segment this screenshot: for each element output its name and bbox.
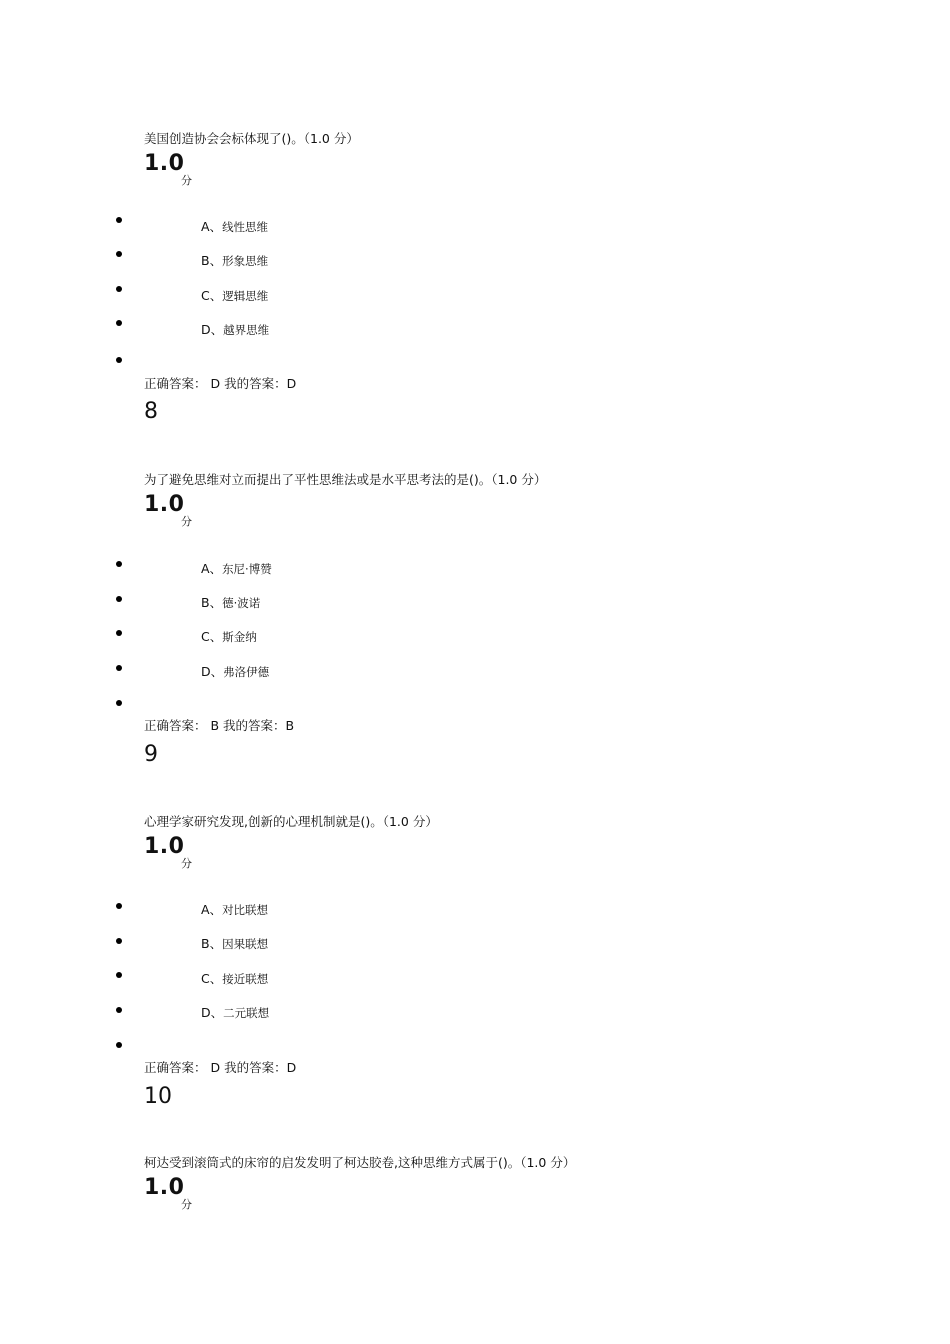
option-b[interactable] [201, 253, 268, 269]
option-letter: A、 [201, 561, 223, 576]
option-letter: B、 [201, 253, 223, 268]
score-unit: 分 [181, 857, 192, 870]
option-letter: D、 [201, 1005, 224, 1020]
option-text: 形象思维 [222, 254, 269, 268]
option-d[interactable] [201, 322, 269, 338]
question-text: 为了避免思维对立而提出了平性思维法或是水平思考法的是()。（1.0 分） [144, 472, 547, 487]
score-unit: 分 [181, 515, 192, 528]
question-score: 1.0 [144, 151, 185, 176]
bullet-icon [116, 903, 122, 909]
bullet-icon [116, 286, 122, 292]
question-number: 8 [144, 399, 158, 424]
bullet-icon [116, 596, 122, 602]
option-letter: C、 [201, 971, 223, 986]
option-text: 因果联想 [222, 937, 269, 951]
option-text: 接近联想 [222, 972, 269, 986]
bullet-icon [116, 357, 122, 363]
option-text: 德·波诺 [222, 596, 261, 610]
score-unit: 分 [181, 1198, 192, 1211]
option-text: 逻辑思维 [222, 289, 269, 303]
bullet-icon [116, 938, 122, 944]
question-score: 1.0 [144, 1175, 185, 1200]
option-letter: D、 [201, 322, 224, 337]
answer-line: 正确答案： D 我的答案：D [144, 1060, 297, 1075]
option-c[interactable] [201, 629, 257, 645]
option-c[interactable] [201, 288, 268, 304]
bullet-icon [116, 561, 122, 567]
bullet-icon [116, 1042, 122, 1048]
question-score: 1.0 [144, 492, 185, 517]
option-letter: C、 [201, 629, 223, 644]
bullet-icon [116, 251, 122, 257]
bullet-icon [116, 1007, 122, 1013]
question-text: 柯达受到滚筒式的床帘的启发发明了柯达胶卷,这种思维方式属于()。（1.0 分） [144, 1155, 576, 1170]
question-number: 9 [144, 742, 158, 767]
option-a[interactable] [201, 561, 272, 577]
answer-line: 正确答案： D 我的答案：D [144, 376, 297, 391]
question-block [0, 472, 950, 772]
option-text: 弗洛伊德 [223, 665, 270, 679]
bullet-icon [116, 630, 122, 636]
option-letter: C、 [201, 288, 223, 303]
question-text: 心理学家研究发现,创新的心理机制就是()。（1.0 分） [144, 814, 438, 829]
answer-line: 正确答案： B 我的答案：B [144, 718, 295, 733]
bullet-icon [116, 217, 122, 223]
bullet-icon [116, 700, 122, 706]
option-a[interactable] [201, 902, 268, 918]
option-a[interactable] [201, 219, 268, 235]
option-d[interactable] [201, 664, 269, 680]
question-block [0, 814, 950, 1114]
option-letter: A、 [201, 902, 223, 917]
option-b[interactable] [201, 595, 260, 611]
bullet-icon [116, 972, 122, 978]
option-letter: D、 [201, 664, 224, 679]
bullet-icon [116, 665, 122, 671]
question-block [0, 131, 950, 431]
option-text: 东尼·博赞 [222, 562, 272, 576]
option-text: 斯金纳 [222, 630, 257, 644]
option-b[interactable] [201, 936, 268, 952]
question-block [0, 1155, 950, 1245]
option-letter: B、 [201, 936, 223, 951]
score-unit: 分 [181, 174, 192, 187]
option-text: 对比联想 [222, 903, 269, 917]
question-number: 10 [144, 1084, 172, 1109]
question-score: 1.0 [144, 834, 185, 859]
option-d[interactable] [201, 1005, 269, 1021]
option-text: 线性思维 [222, 220, 269, 234]
question-text: 美国创造协会会标体现了()。（1.0 分） [144, 131, 359, 146]
option-letter: A、 [201, 219, 223, 234]
option-c[interactable] [201, 971, 268, 987]
option-text: 越界思维 [223, 323, 270, 337]
option-letter: B、 [201, 595, 223, 610]
bullet-icon [116, 320, 122, 326]
option-text: 二元联想 [223, 1006, 270, 1020]
